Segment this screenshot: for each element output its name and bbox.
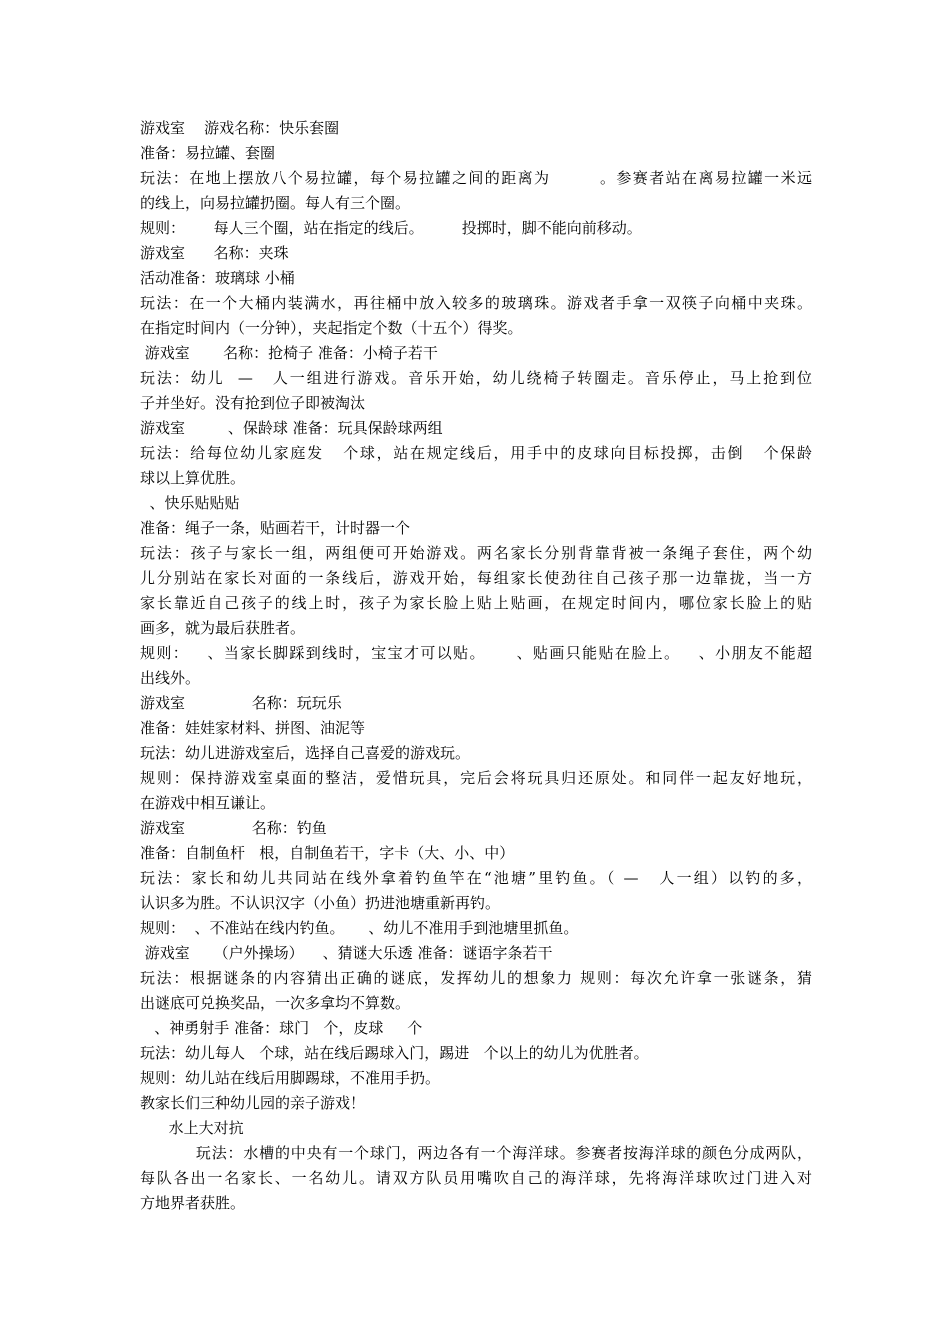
- text-line: 玩法：给每位幼儿家庭发 个球，站在规定线后，用手中的皮球向目标投掷，击倒 个保龄: [140, 444, 812, 462]
- text-line: 游戏室 、保龄球 准备：玩具保龄球两组: [140, 419, 443, 437]
- text-line: 玩法：水槽的中央有一个球门，两边各有一个海洋球。参赛者按海洋球的颜色分成两队，: [140, 1144, 812, 1162]
- text-line: 游戏室 名称：夹珠: [140, 244, 289, 262]
- text-line: 每队各出一名家长、一名幼儿。请双方队员用嘴吹自己的海洋球，先将海洋球吹过门进入对: [140, 1169, 812, 1187]
- text-line: 游戏室 （户外操场） 、猜谜大乐透 准备：谜语字条若干: [140, 944, 553, 962]
- text-line: 球以上算优胜。: [140, 469, 246, 487]
- text-line: 画多，就为最后获胜者。: [140, 619, 306, 637]
- text-line: 、快乐贴贴贴: [140, 494, 240, 512]
- text-line: 认识多为胜。不认识汉字（小鱼）扔进池塘重新再钓。: [140, 894, 501, 912]
- text-line: 玩法：幼儿每人 个球，站在线后踢球入门，踢进 个以上的幼儿为优胜者。: [140, 1044, 649, 1062]
- text-line: 在指定时间内（一分钟），夹起指定个数（十五个）得奖。: [140, 319, 523, 337]
- text-line: 游戏室 名称：钓鱼: [140, 819, 327, 837]
- text-line: 、神勇射手 准备：球门 个，皮球 个: [140, 1019, 423, 1037]
- text-line: 规则： 每人三个圈，站在指定的线后。 投掷时，脚不能向前移动。: [140, 219, 642, 237]
- text-line: 玩法：在一个大桶内装满水，再往桶中放入较多的玻璃珠。游戏者手拿一双筷子向桶中夹珠。: [140, 294, 812, 312]
- text-line: 游戏室 游戏名称：快乐套圈: [140, 119, 340, 137]
- text-line: 玩法：家长和幼儿共同站在线外拿着钓鱼竿在“池塘”里钓鱼。（ — 人一组）以钓的多，: [140, 869, 812, 887]
- text-line: 出谜底可兑换奖品，一次多拿均不算数。: [140, 994, 411, 1012]
- text-line: 活动准备：玻璃球 小桶: [140, 269, 295, 287]
- text-line: 游戏室 名称：抢椅子 准备：小椅子若干: [140, 344, 438, 362]
- text-line: 儿分别站在家长对面的一条线后，游戏开始，每组家长使劲往自己孩子那一边靠拢，当一方: [140, 569, 812, 587]
- text-line: 规则：保持游戏室桌面的整洁，爱惜玩具，完后会将玩具归还原处。和同伴一起友好地玩，: [140, 769, 812, 787]
- text-line: 准备：绳子一条，贴画若干，计时器一个: [140, 519, 411, 537]
- text-line: 规则：幼儿站在线后用脚踢球，不准用手扔。: [140, 1069, 441, 1087]
- text-line: 准备：自制鱼杆 根，自制鱼若干，字卡（大、小、中）: [140, 844, 515, 862]
- text-line: 方地界者获胜。: [140, 1194, 246, 1212]
- text-line: 玩法：在地上摆放八个易拉罐，每个易拉罐之间的距离为 。参赛者站在离易拉罐一米远: [140, 169, 812, 187]
- text-line: 准备：易拉罐、套圈: [140, 144, 276, 162]
- text-line: 教家长们三种幼儿园的亲子游戏！: [140, 1094, 366, 1112]
- text-line: 规则： 、不准站在线内钓鱼。 、幼儿不准用手到池塘里抓鱼。: [140, 919, 579, 937]
- text-line: 玩法：根据谜条的内容猜出正确的谜底，发挥幼儿的想象力 规则：每次允许拿一张谜条，猜: [140, 969, 812, 987]
- text-line: 出线外。: [140, 669, 201, 687]
- text-line: 准备：娃娃家材料、拼图、油泥等: [140, 719, 366, 737]
- text-line: 玩法：幼儿 — 人一组进行游戏。音乐开始，幼儿绕椅子转圈走。音乐停止，马上抢到位: [140, 369, 812, 387]
- document-page: [140, 116, 812, 1216]
- text-line: 家长靠近自己孩子的线上时，孩子为家长脸上贴上贴画，在规定时间内，哪位家长脸上的贴: [140, 594, 812, 612]
- text-line: 的线上，向易拉罐扔圈。每人有三个圈。: [140, 194, 411, 212]
- text-line: 游戏室 名称：玩玩乐: [140, 694, 342, 712]
- text-line: 玩法：幼儿进游戏室后，选择自己喜爱的游戏玩。: [140, 744, 471, 762]
- text-line: 水上大对抗: [140, 1119, 244, 1137]
- text-line: 规则： 、当家长脚踩到线时，宝宝才可以贴。 、贴画只能贴在脸上。 、小朋友不能超: [140, 644, 812, 662]
- text-line: 玩法：孩子与家长一组，两组便可开始游戏。两名家长分别背靠背被一条绳子套住，两个幼: [140, 544, 812, 562]
- text-line: 在游戏中相互谦让。: [140, 794, 276, 812]
- text-line: 子并坐好。没有抢到位子即被淘汰: [140, 394, 366, 412]
